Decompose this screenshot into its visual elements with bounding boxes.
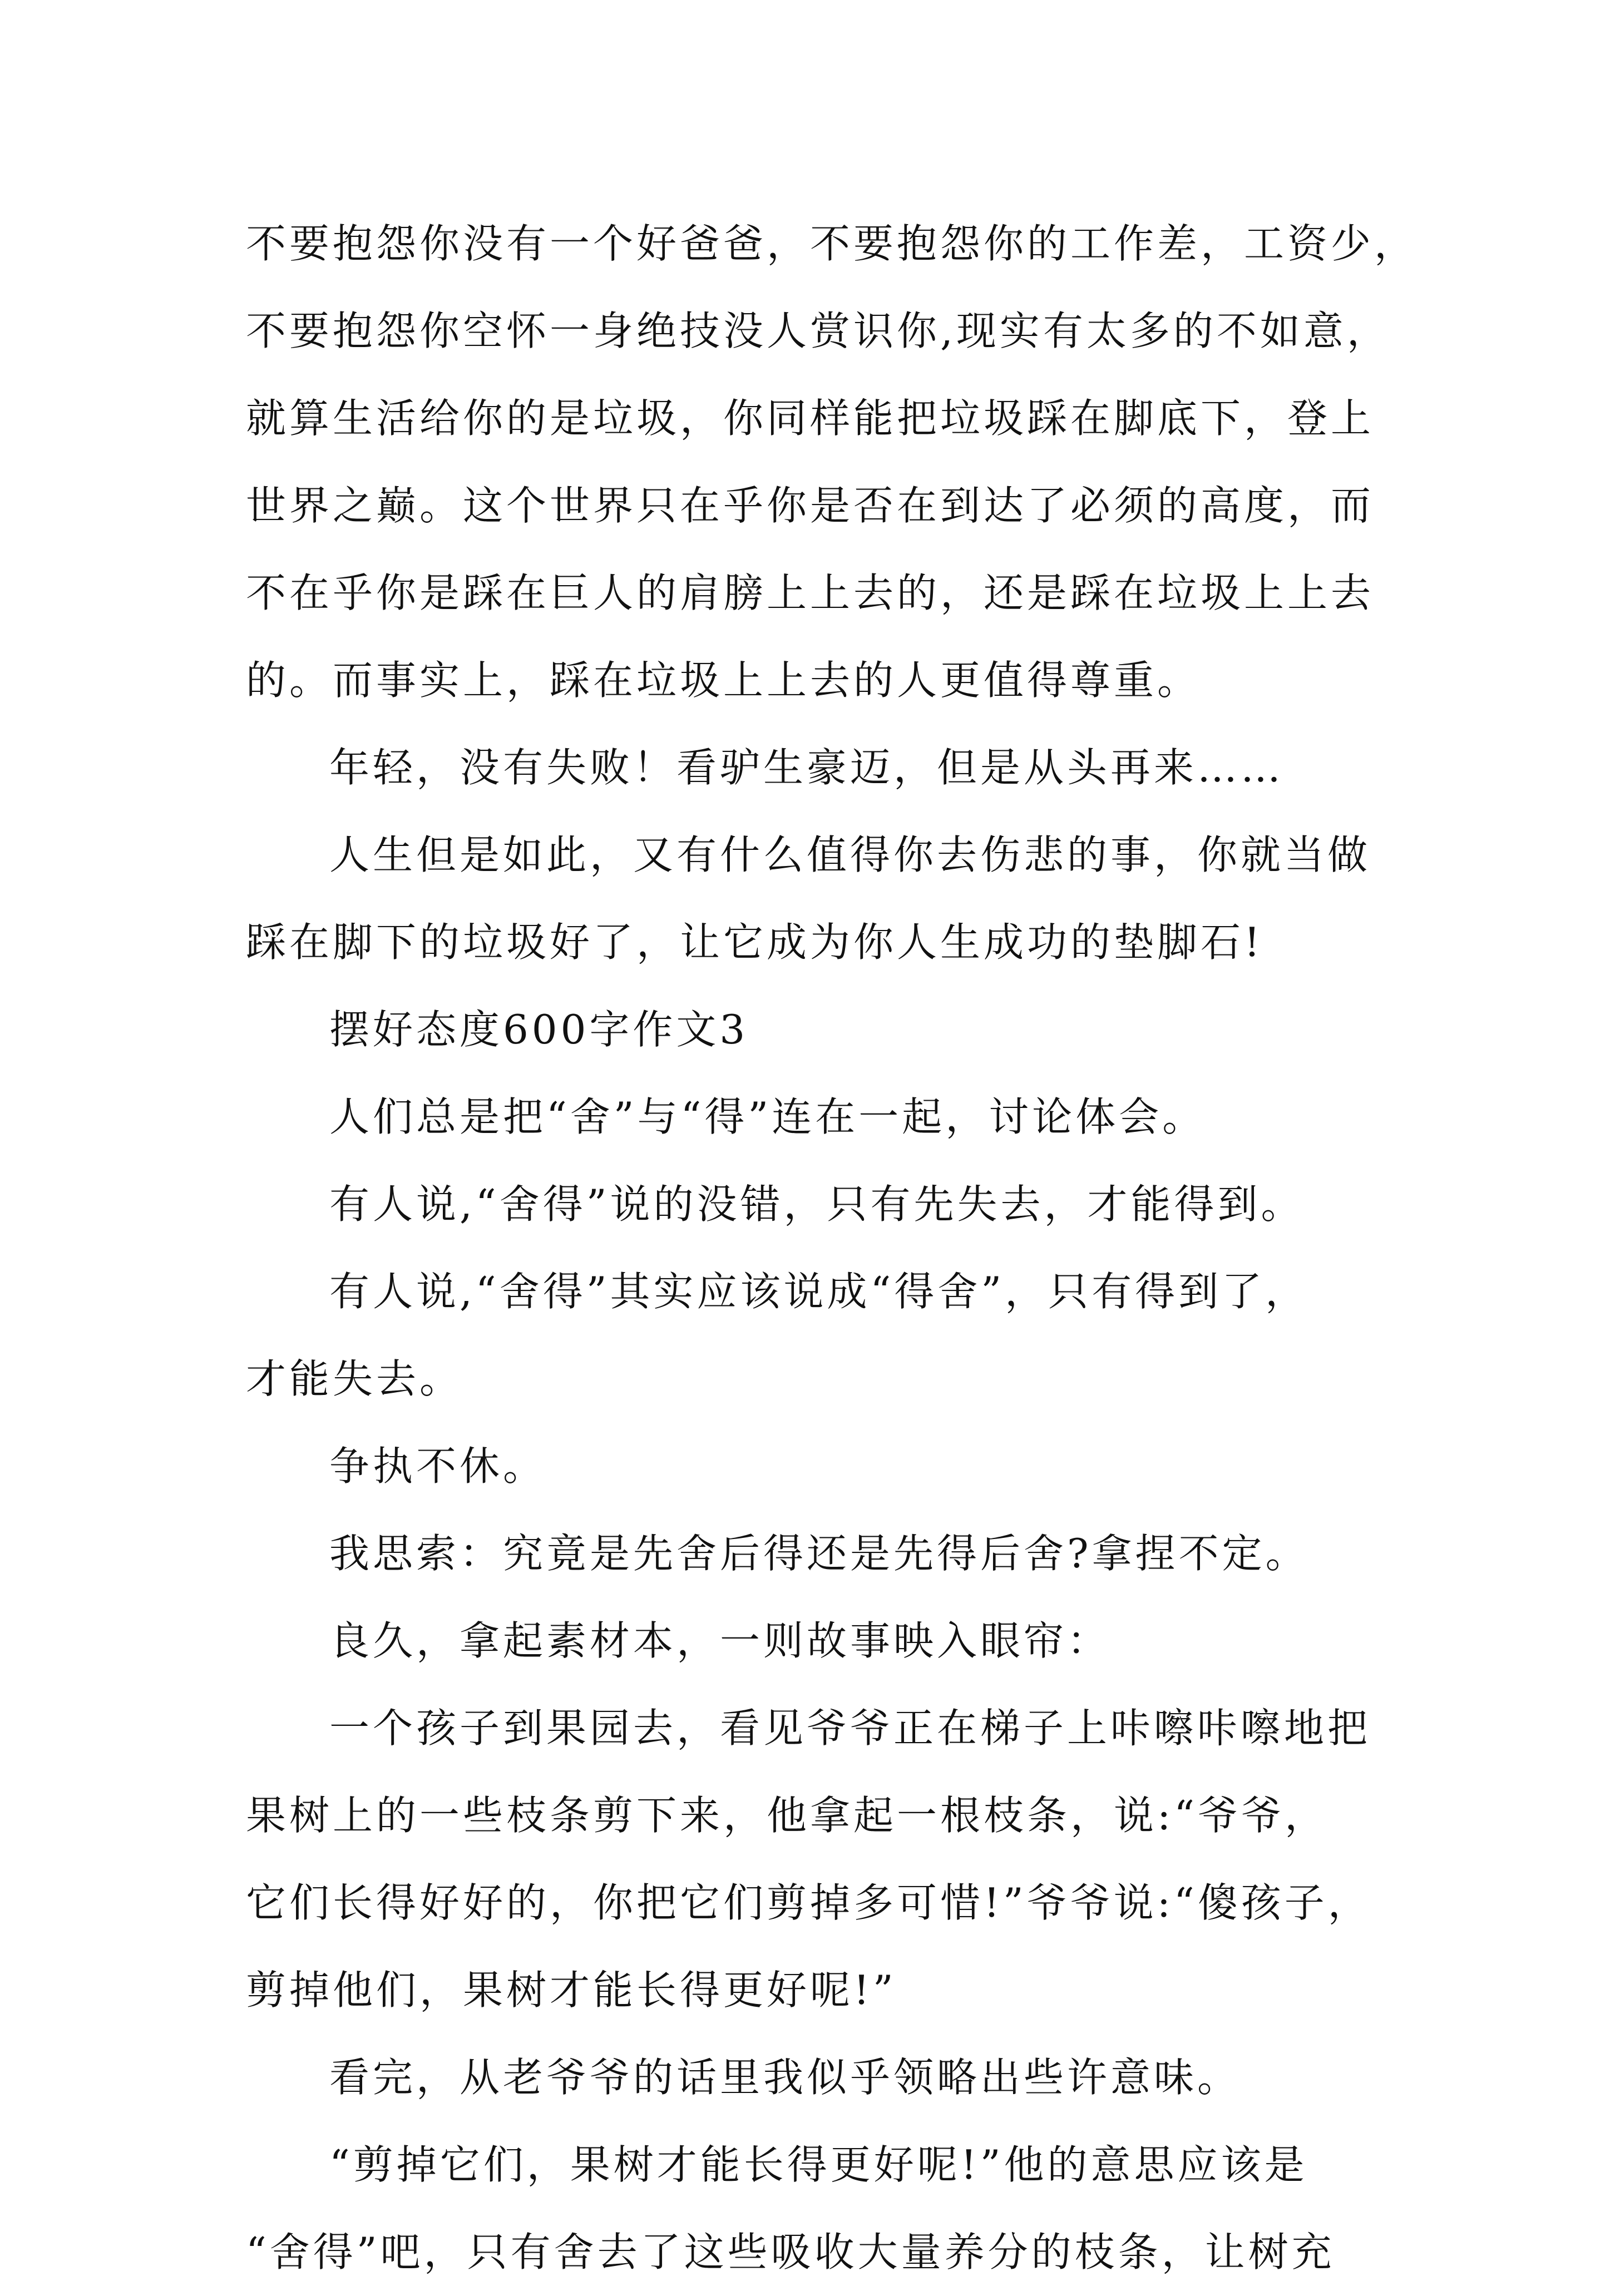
text-line: 不在乎你是踩在巨人的肩膀上上去的，还是踩在垃圾上上去 (246, 570, 1375, 616)
text-line: 一个孩子到果园去，看见爷爷正在梯子上咔嚓咔嚓地把 (329, 1705, 1371, 1751)
text-line: “舍得”吧，只有舍去了这些吸收大量养分的枝条，让树充 (246, 2229, 1335, 2275)
text-line: 世界之巅。这个世界只在乎你是否在到达了必须的高度，而 (246, 482, 1375, 529)
text-line: 人们总是把“舍”与“得”连在一起，讨论体会。 (329, 1093, 1206, 1140)
text-line: 我思索：究竟是先舍后得还是先得后舍?拿捏不定。 (329, 1530, 1309, 1577)
text-line: 人生但是如此，又有什么值得你去伤悲的事，你就当做 (329, 832, 1371, 878)
text-line: 不要抱怨你空怀一身绝技没人赏识你,现实有太多的不如意， (246, 308, 1390, 354)
text-line: 果树上的一些枝条剪下来，他拿起一根枝条，说:“爷爷， (246, 1792, 1329, 1839)
text-line: 良久，拿起素材本，一则故事映入眼帘： (329, 1617, 1111, 1664)
text-line: 才能失去。 (246, 1355, 463, 1402)
text-line: 有人说,“舍得”说的没错，只有先失去，才能得到。 (329, 1181, 1305, 1228)
document-body (246, 200, 1418, 2296)
text-line: “剪掉它们，果树才能长得更好呢!”他的意思应该是 (329, 2141, 1308, 2188)
text-line: 不要抱怨你没有一个好爸爸，不要抱怨你的工作差，工资少， (246, 220, 1418, 267)
text-line: 的。而事实上，踩在垃圾上上去的人更值得尊重。 (246, 657, 1201, 704)
text-line: 剪掉他们，果树才能长得更好呢!” (246, 1967, 897, 2013)
text-line: 它们长得好好的，你把它们剪掉多可惜!”爷爷说:“傻孩子， (246, 1879, 1371, 1926)
text-line: 看完，从老爷爷的话里我似乎领略出些许意味。 (329, 2054, 1241, 2101)
text-line: 争执不休。 (329, 1443, 547, 1490)
text-line: 踩在脚下的垃圾好了，让它成为你人生成功的垫脚石! (246, 919, 1263, 966)
text-line: 年轻，没有失败！看驴生豪迈，但是从头再来…… (329, 744, 1285, 791)
text-line: 就算生活给你的是垃圾，你同样能把垃圾踩在脚底下，登上 (246, 395, 1375, 442)
text-line: 有人说,“舍得”其实应该说成“得舍”，只有得到了， (329, 1268, 1309, 1315)
text-line: 摆好态度600字作文3 (329, 1006, 749, 1053)
